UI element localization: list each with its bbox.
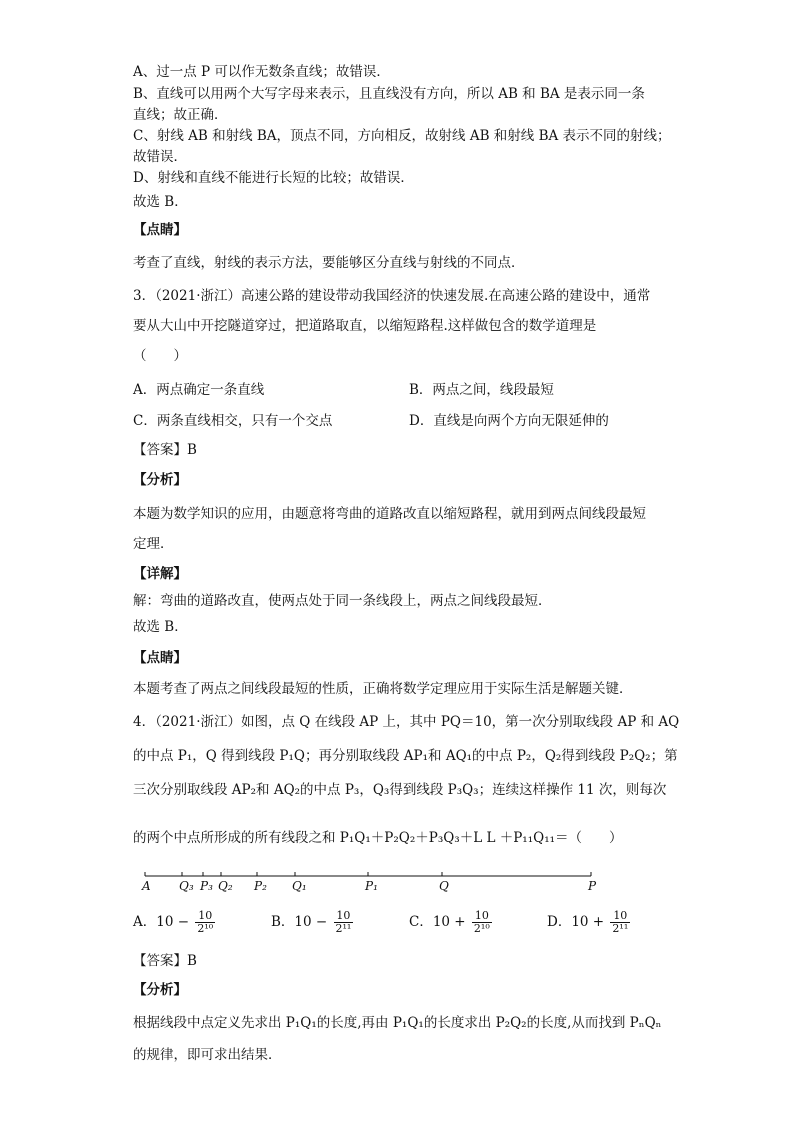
q3-dianjing-text: 本题考查了两点之间线段最短的性质，正确将数学定理应用于实际生活是解题关键． (133, 681, 633, 697)
q4-analysis-line1: 根据线段中点定义先求出 P₁Q₁的长度,再由 P₁Q₁的长度求出 P₂Q₂的长度,从而找到 PₙQₙ (133, 1015, 662, 1031)
option-d-explanation: D、射线和直线不能进行长短的比较；故错误． (133, 170, 414, 186)
q4-option-d-denominator: 2¹¹ (612, 922, 629, 935)
q4-option-d-prefix: D．10 + (547, 914, 605, 930)
figure-point-label: P₂ (254, 879, 267, 893)
q4-option-a-denominator: 2¹⁰ (197, 922, 214, 935)
q4-segment-figure (133, 866, 673, 906)
q4-stem-line3: 三次分别取线段 AP₂和 AQ₂的中点 P₃，Q₃得到线段 P₃Q₃；连续这样操作 11 次，则每次 (133, 782, 667, 798)
dianjing-text: 考查了直线，射线的表示方法，要能够区分直线与射线的不同点． (133, 255, 525, 271)
q4-stem-line1: 4．（2021·浙江）如图，点 Q 在线段 AP 上，其中 PQ＝10，第一次分别取线段 AP 和 AQ (133, 714, 680, 730)
option-b-explanation-line1: B、直线可以用两个大写字母来表示，且直线没有方向，所以 AB 和 BA 是表示同一条 (133, 86, 645, 102)
choose-line: 故选 B． (133, 194, 188, 210)
q4-option-c-denominator: 2¹⁰ (473, 922, 490, 935)
figure-point-label: Q₂ (218, 879, 233, 893)
option-a-explanation: A、过一点 P 可以作无数条直线；故错误． (133, 64, 390, 80)
q4-option-b-denominator: 2¹¹ (335, 922, 352, 935)
q3-option-c: C．两条直线相交，只有一个交点 (133, 413, 333, 429)
figure-point-label: P (588, 879, 597, 893)
q4-option-a-prefix: A．10 − (133, 914, 190, 930)
figure-point-label: Q₁ (292, 879, 307, 893)
figure-point-label: A (142, 879, 151, 893)
figure-point-label: P₃ (200, 879, 213, 893)
dianjing-heading: 【点睛】 (133, 222, 187, 238)
q3-option-d: D．直线是向两个方向无限延伸的 (409, 413, 609, 429)
q4-option-a (133, 910, 215, 935)
q4-option-c-prefix: C．10 + (409, 914, 466, 930)
q4-option-a-numerator: 10 (195, 910, 215, 923)
q4-option-c-fraction (472, 910, 492, 935)
q3-detail-line2: 故选 B． (133, 619, 188, 635)
q4-option-b (271, 910, 353, 935)
option-b-explanation-line2: 直线；故正确． (133, 107, 228, 123)
q4-analysis-heading: 【分析】 (133, 982, 187, 998)
q4-option-b-prefix: B．10 − (271, 914, 328, 930)
q4-option-d-numerator: 10 (610, 910, 630, 923)
q3-detail-line1: 解：弯曲的道路改直，使两点处于同一条线段上，两点之间线段最短． (133, 593, 552, 609)
q3-analysis-line2: 定理． (133, 536, 174, 552)
q3-analysis-heading: 【分析】 (133, 472, 187, 488)
q4-option-a-fraction (195, 910, 215, 935)
q4-option-b-numerator: 10 (334, 910, 354, 923)
q3-option-a: A．两点确定一条直线 (133, 382, 265, 398)
figure-point-label: P₁ (365, 879, 378, 893)
q3-dianjing-heading: 【点睛】 (133, 650, 187, 666)
option-c-explanation-line1: C、射线 AB 和射线 BA，顶点不同，方向相反，故射线 AB 和射线 BA 表示不同的射线； (133, 128, 671, 144)
figure-point-label: Q (439, 879, 449, 893)
q3-answer-paren: （ ） (133, 348, 187, 364)
q4-option-d (547, 910, 630, 935)
q4-option-b-fraction (334, 910, 354, 935)
q4-option-c (409, 910, 492, 935)
q3-stem-line2: 要从大山中开挖隧道穿过，把道路取直，以缩短路程.这样做包含的数学道理是 (133, 318, 597, 334)
q4-option-d-fraction (610, 910, 630, 935)
q4-analysis-line2: 的规律，即可求出结果． (133, 1047, 282, 1063)
q4-stem-line4: 的两个中点所形成的所有线段之和 P₁Q₁＋P₂Q₂＋P₃Q₃＋L L ＋P₁₁Q₁₁＝（ ） (133, 830, 623, 846)
q3-option-b: B．两点之间，线段最短 (409, 382, 554, 398)
q3-detail-heading: 【详解】 (133, 566, 187, 582)
option-c-explanation-line2: 故错误． (133, 149, 187, 165)
q3-answer: 【答案】B (133, 442, 197, 458)
q4-option-c-numerator: 10 (472, 910, 492, 923)
figure-point-label: Q₃ (179, 879, 194, 893)
q4-stem-line2: 的中点 P₁，Q 得到线段 P₁Q；再分别取线段 AP₁和 AQ₁的中点 P₂，Q₂得到线段 P₂Q₂；第 (133, 748, 678, 764)
q3-stem-line1: 3．（2021·浙江）高速公路的建设带动我国经济的快速发展.在高速公路的建设中，通常 (133, 288, 651, 304)
q3-analysis-line1: 本题为数学知识的应用，由题意将弯曲的道路改直以缩短路程，就用到两点间线段最短 (133, 506, 646, 522)
q4-answer: 【答案】B (133, 953, 197, 969)
